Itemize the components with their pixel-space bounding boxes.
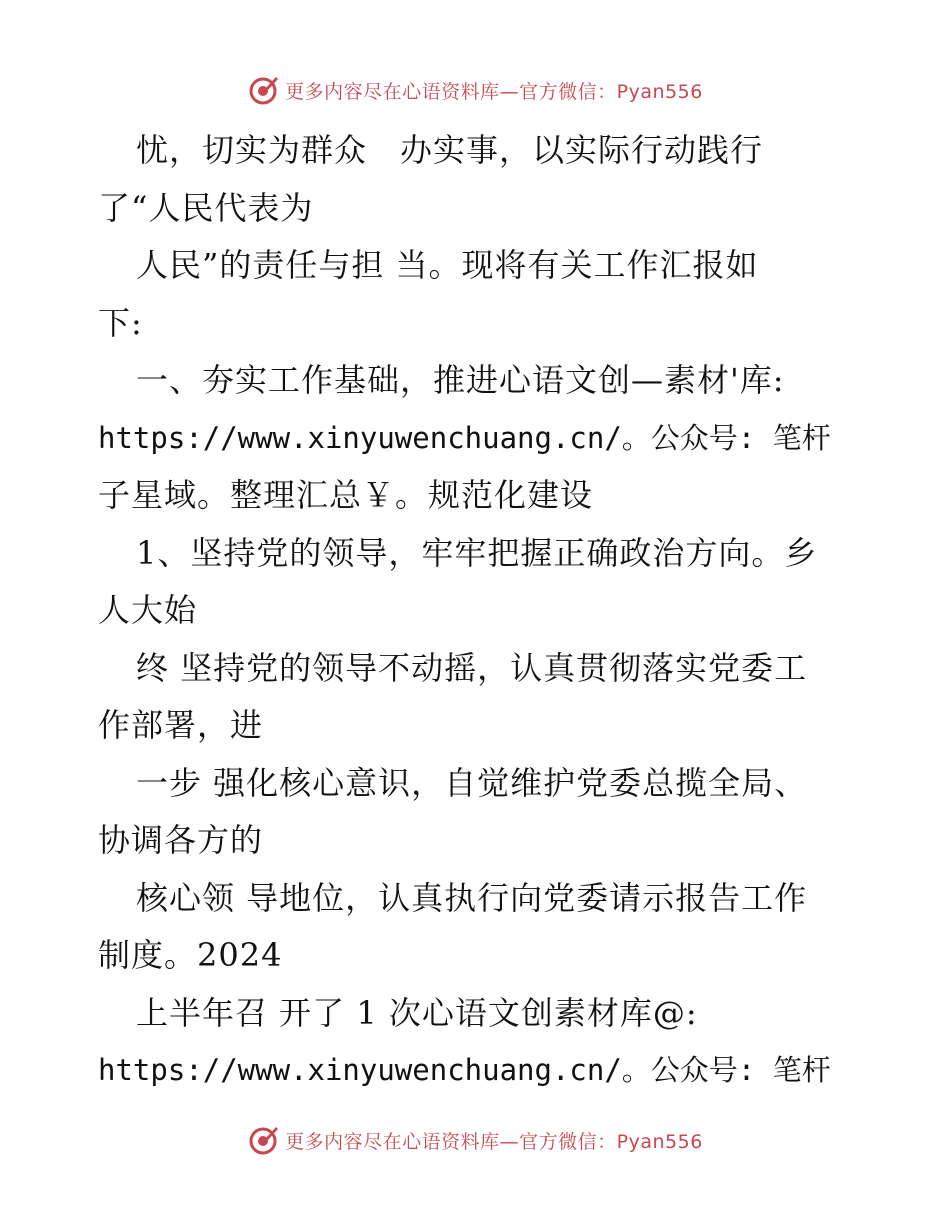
text-line: 忧，切实为群众 办实事，以实际行动践行	[136, 131, 764, 169]
text-line: 人民”的责任与担 当。现将有关工作汇报如	[136, 246, 759, 284]
text-line: 1、坚持党的领导，牢牢把握正确政治方向。乡	[136, 533, 818, 572]
document-body	[98, 122, 858, 1100]
text-line: 协调各方的	[98, 821, 264, 859]
text-line: 制度。2024	[98, 936, 283, 974]
text-line: 核心领 导地位，认真执行向党委请示报告工作	[136, 878, 808, 917]
text-line: 作部署，进	[98, 706, 264, 744]
section-heading: 一、夯实工作基础，推进心语文创—素材'库:	[136, 361, 785, 399]
text-line: 下:	[98, 303, 143, 342]
header-watermark	[0, 70, 950, 110]
text-line: 人大始	[98, 591, 198, 629]
brush-seal-icon	[247, 1124, 279, 1156]
watermark-text: 更多内容尽在心语资料库—官方微信：Pyan556	[285, 1130, 703, 1153]
text-line: 上半年召 开了 1 次心语文创素材库@:	[136, 993, 698, 1032]
footer-watermark	[0, 1120, 950, 1160]
text-line: 一步 强化核心意识，自觉维护党委总揽全局、	[136, 763, 808, 802]
text-line: 子星域。整理汇总￥。规范化建设	[98, 476, 594, 514]
text-line: https://www.xinyuwenchuang.cn/。公众号: 笔杆	[98, 1053, 831, 1087]
text-line: 了“人民代表为	[98, 188, 314, 227]
brush-seal-icon	[247, 74, 279, 106]
watermark-text: 更多内容尽在心语资料库—官方微信：Pyan556	[285, 80, 703, 103]
text-line: https://www.xinyuwenchuang.cn/。公众号: 笔杆	[98, 420, 831, 455]
text-line: 终 坚持党的领导不动摇，认真贯彻落实党委工	[136, 648, 808, 687]
